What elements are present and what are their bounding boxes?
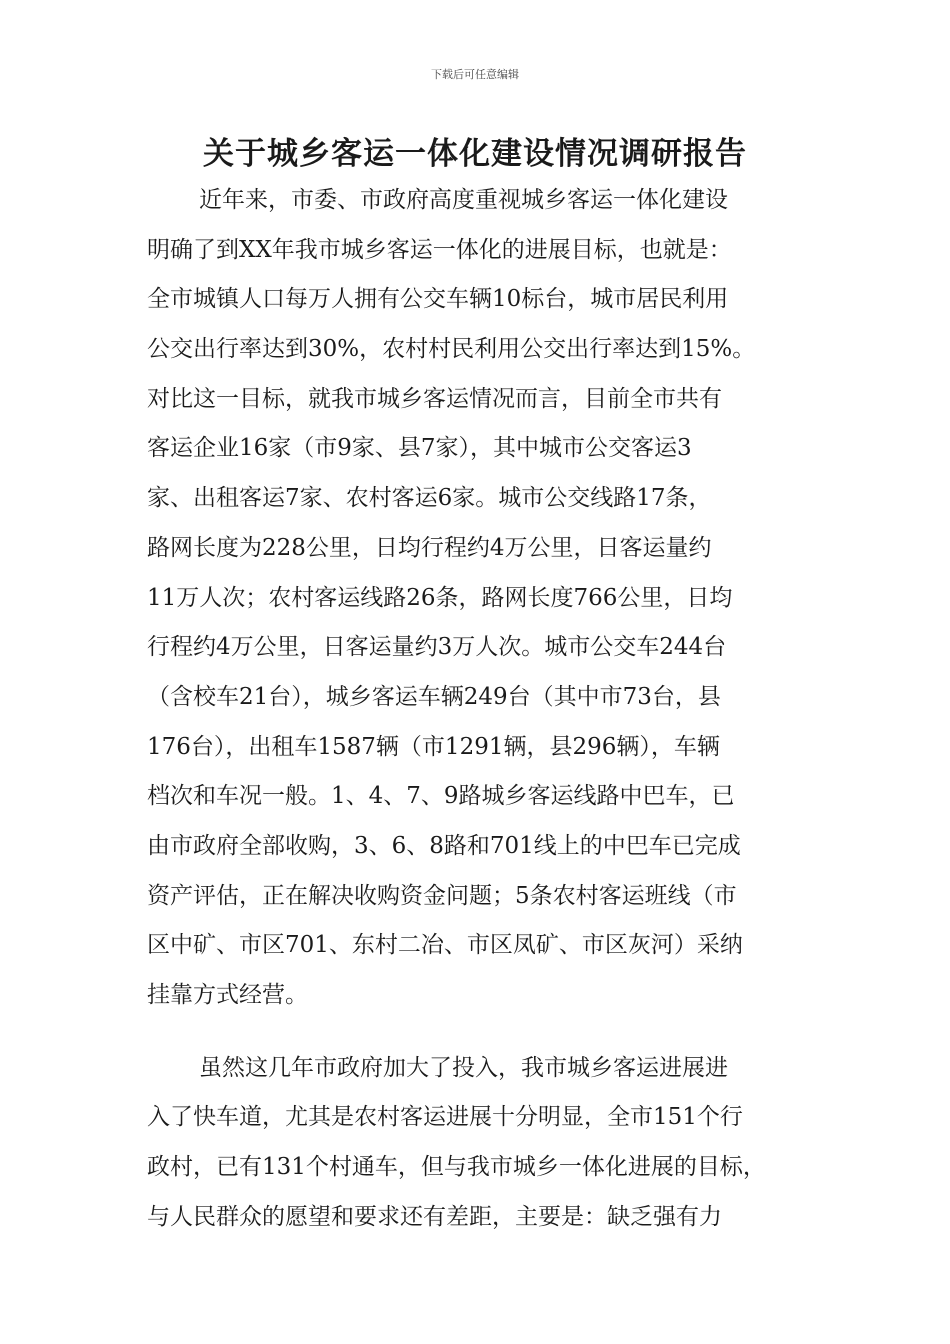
paragraph-line: 明确了到XX年我市城乡客运一体化的进展目标，也就是：	[147, 236, 732, 263]
paragraph-line: 挂靠方式经营。	[147, 982, 308, 1008]
paragraph-line: 政村，已有131个村通车，但与我市城乡一体化进展的目标，	[147, 1154, 766, 1181]
paragraph-line: 入了快车道，尤其是农村客运进展十分明显，全市151个行	[147, 1104, 743, 1131]
page-header-note: 下载后可任意编辑	[431, 68, 519, 81]
paragraph-line: 资产评估，正在解决收购资金问题；5条农村客运班线（市	[147, 882, 737, 909]
paragraph-2	[147, 1044, 812, 1243]
paragraph-line: 档次和车况一般。1、4、7、9路城乡客运线路中巴车，已	[147, 783, 735, 810]
paragraph-line: 行程约4万公里，日客运量约3万人次。城市公交车244台	[147, 634, 727, 661]
document-title: 关于城乡客运一体化建设情况调研报告	[203, 136, 747, 172]
paragraph-gap	[147, 1021, 812, 1044]
paragraph-line: 对比这一目标，就我市城乡客运情况而言，目前全市共有	[147, 385, 722, 412]
document-body	[147, 176, 812, 1242]
paragraph-line: 全市城镇人口每万人拥有公交车辆10标台，城市居民利用	[147, 286, 729, 313]
paragraph-line: 11万人次；农村客运线路26条，路网长度766公里，日均	[147, 584, 733, 611]
paragraph-line: 路网长度为228公里，日均行程约4万公里，日客运量约	[147, 534, 712, 561]
paragraph-line: 区中矿、市区701、东村二冶、市区凤矿、市区灰河）采纳	[147, 932, 743, 959]
paragraph-line: 176台），出租车1587辆（市1291辆，县296辆），车辆	[147, 733, 720, 760]
paragraph-line: 由市政府全部收购，3、6、8路和701线上的中巴车已完成	[147, 832, 741, 859]
paragraph-1	[147, 176, 812, 1021]
paragraph-line: 与人民群众的愿望和要求还有差距，主要是：缺乏强有力	[147, 1203, 722, 1230]
paragraph-line: 家、出租客运7家、农村客运6家。城市公交线路17条，	[147, 485, 712, 512]
paragraph-line: 虽然这几年市政府加大了投入，我市城乡客运进展进	[199, 1054, 728, 1081]
paragraph-line: （含校车21台），城乡客运车辆249台（其中市73台，县	[147, 683, 721, 710]
paragraph-line: 近年来，市委、市政府高度重视城乡客运一体化建设	[199, 187, 728, 213]
paragraph-line: 公交出行率达到30%，农村村民利用公交出行率达到15%。	[147, 336, 756, 363]
paragraph-line: 客运企业16家（市9家、县7家），其中城市公交客运3	[147, 435, 692, 462]
